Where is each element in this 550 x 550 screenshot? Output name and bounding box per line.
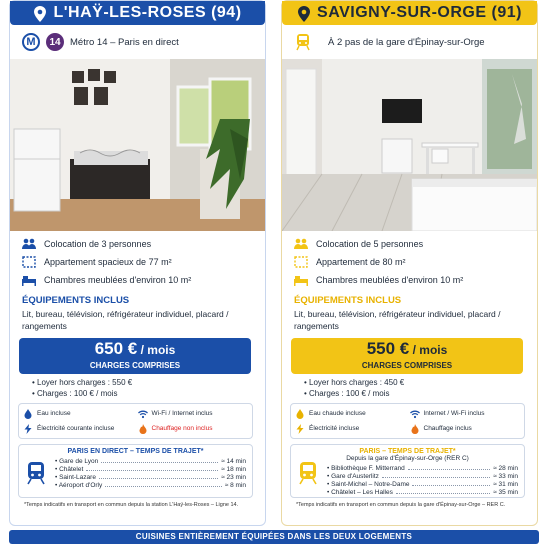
price xyxy=(291,338,523,361)
service-label: Eau incluse xyxy=(37,410,71,417)
charge-item: • Charges : 100 € / mois xyxy=(32,389,118,398)
area-icon xyxy=(22,256,36,268)
flame-icon xyxy=(138,424,148,434)
wifi-icon xyxy=(410,409,420,419)
travel-times-list xyxy=(327,464,518,496)
travel-time: ≈ 28 min xyxy=(493,464,518,472)
services-box xyxy=(18,403,253,439)
price-value: 550 € xyxy=(366,339,410,358)
feature-item xyxy=(10,235,265,253)
feature-label: Colocation de 3 personnes xyxy=(44,239,152,249)
feature-item xyxy=(282,271,537,289)
price-unit: / mois xyxy=(137,343,176,357)
travel-times-title: PARIS EN DIRECT – TEMPS DE TRAJET* xyxy=(67,448,204,455)
travel-destination: • Gare d'Austerlitz xyxy=(327,472,379,480)
service-item xyxy=(410,406,521,421)
travel-destination: • Bibliothèque F. Mitterrand xyxy=(327,464,405,472)
listing-savigny-sur-orge xyxy=(281,0,538,526)
travel-destination: • Gare de Lyon xyxy=(55,457,99,465)
lightning-icon xyxy=(295,424,305,434)
charges-list xyxy=(282,374,537,399)
travel-row xyxy=(327,472,518,480)
service-label: Internet / Wi-Fi inclus xyxy=(423,410,485,417)
water-drop-icon xyxy=(23,409,33,419)
feature-item xyxy=(282,235,537,253)
feature-item xyxy=(10,253,265,271)
location-pin-icon xyxy=(33,6,47,20)
travel-row xyxy=(327,488,518,496)
bed-icon xyxy=(22,274,36,286)
price-box xyxy=(291,338,523,374)
travel-times-box xyxy=(18,444,253,498)
water-drop-icon xyxy=(295,409,305,419)
room-photo xyxy=(282,59,537,231)
travel-row xyxy=(327,464,518,472)
travel-row xyxy=(55,465,246,473)
service-item xyxy=(295,406,406,421)
travel-destination: • Châtelet – Les Halles xyxy=(327,488,393,496)
footnote: *Temps indicatifs en transport en commun depuis la gare d'Épinay-sur-Orge – RER C. xyxy=(296,502,506,508)
travel-destination: • Aéroport d'Orly xyxy=(55,481,103,489)
equipment-text: Lit, bureau, télévision, réfrigérateur individuel, placard / rangements xyxy=(22,309,229,331)
equipment-title: ÉQUIPEMENTS INCLUS xyxy=(22,295,130,306)
price-subtitle: CHARGES COMPRISES xyxy=(89,361,181,370)
transport-line xyxy=(10,25,265,59)
price-value: 650 € xyxy=(94,339,138,358)
area-icon xyxy=(294,256,308,268)
service-item xyxy=(295,421,406,436)
service-item xyxy=(138,421,249,436)
price-unit: / mois xyxy=(409,343,448,357)
location-pin-icon xyxy=(297,6,311,20)
charges-list xyxy=(10,374,265,399)
travel-time: ≈ 14 min xyxy=(221,457,246,465)
equipment-title: ÉQUIPEMENTS INCLUS xyxy=(294,295,402,306)
service-label: Chauffage non inclus xyxy=(151,425,213,432)
price-box xyxy=(19,338,251,374)
metro-line-badge: 14 xyxy=(46,33,64,51)
service-label: Wi-Fi / Internet inclus xyxy=(151,410,213,417)
service-label: Eau chaude incluse xyxy=(309,410,366,417)
train-icon xyxy=(294,33,312,51)
travel-time: ≈ 23 min xyxy=(221,473,246,481)
travel-time: ≈ 18 min xyxy=(221,465,246,473)
listing-lhay-les-roses xyxy=(9,0,266,526)
price xyxy=(19,338,251,361)
travel-time: ≈ 33 min xyxy=(493,472,518,480)
charge-item: • Loyer hors charges : 450 € xyxy=(304,378,405,387)
equipment-text: Lit, bureau, télévision, réfrigérateur individuel, placard / rangements xyxy=(294,309,501,331)
service-label: Chauffage inclus xyxy=(423,425,472,432)
people-icon xyxy=(22,238,36,250)
service-item xyxy=(23,421,134,436)
price-subtitle: CHARGES COMPRISES xyxy=(361,361,453,370)
feature-label: Colocation de 5 personnes xyxy=(316,239,424,249)
travel-destination: • Saint-Lazare xyxy=(55,473,96,481)
service-item xyxy=(23,406,134,421)
bed-icon xyxy=(294,274,308,286)
transport-line xyxy=(282,25,537,59)
transport-subtitle: À 2 pas de la gare d'Épinay-sur-Orge xyxy=(328,36,485,48)
travel-row xyxy=(55,473,246,481)
listing-header xyxy=(282,1,537,25)
footer-banner: CUISINES ENTIÈREMENT ÉQUIPÉES DANS LES DEUX LOGEMENTS xyxy=(9,530,539,544)
feature-label: Chambres meublées d'environ 10 m² xyxy=(316,275,464,285)
travel-time: ≈ 35 min xyxy=(493,488,518,496)
travel-row xyxy=(55,481,246,489)
service-label: Électricité courante incluse xyxy=(37,425,115,432)
wifi-icon xyxy=(138,409,148,419)
travel-destination: • Saint-Michel – Notre-Dame xyxy=(327,480,410,488)
services-box xyxy=(290,403,525,439)
service-label: Électricité incluse xyxy=(309,425,360,432)
travel-time: ≈ 31 min xyxy=(493,480,518,488)
travel-times-subtitle: Depuis la gare d'Épinay-sur-Orge (RER C) xyxy=(346,455,469,462)
travel-row xyxy=(327,480,518,488)
travel-destination: • Châtelet xyxy=(55,465,84,473)
features-list xyxy=(10,231,265,289)
listing-header xyxy=(10,1,265,25)
feature-item xyxy=(282,253,537,271)
travel-times-box xyxy=(290,444,525,498)
footnote: *Temps indicatifs en transport en commun depuis la station L'Haÿ-les-Roses – Ligne 14. xyxy=(24,502,239,508)
service-item xyxy=(410,421,521,436)
travel-times-title: PARIS – TEMPS DE TRAJET* xyxy=(359,448,456,455)
listing-title: L'HAŸ-LES-ROSES (94) xyxy=(53,4,242,21)
listing-title: SAVIGNY-SUR-ORGE (91) xyxy=(317,4,522,21)
travel-time: ≈ 8 min xyxy=(224,481,246,489)
charge-item: • Loyer hors charges : 550 € xyxy=(32,378,133,387)
lightning-icon xyxy=(23,424,33,434)
feature-label: Appartement spacieux de 77 m² xyxy=(44,257,172,267)
travel-times-list xyxy=(55,457,246,489)
transport-subtitle: Métro 14 – Paris en direct xyxy=(70,36,179,48)
travel-row xyxy=(55,457,246,465)
metro-train-icon xyxy=(25,461,47,485)
feature-label: Appartement de 80 m² xyxy=(316,257,406,267)
feature-label: Chambres meublées d'environ 10 m² xyxy=(44,275,192,285)
train-icon xyxy=(297,461,319,485)
feature-item xyxy=(10,271,265,289)
people-icon xyxy=(294,238,308,250)
charge-item: • Charges : 100 € / mois xyxy=(304,389,390,398)
metro-logo-icon: M xyxy=(22,33,40,51)
features-list xyxy=(282,231,537,289)
room-photo xyxy=(10,59,265,231)
service-item xyxy=(138,406,249,421)
flame-icon xyxy=(410,424,420,434)
